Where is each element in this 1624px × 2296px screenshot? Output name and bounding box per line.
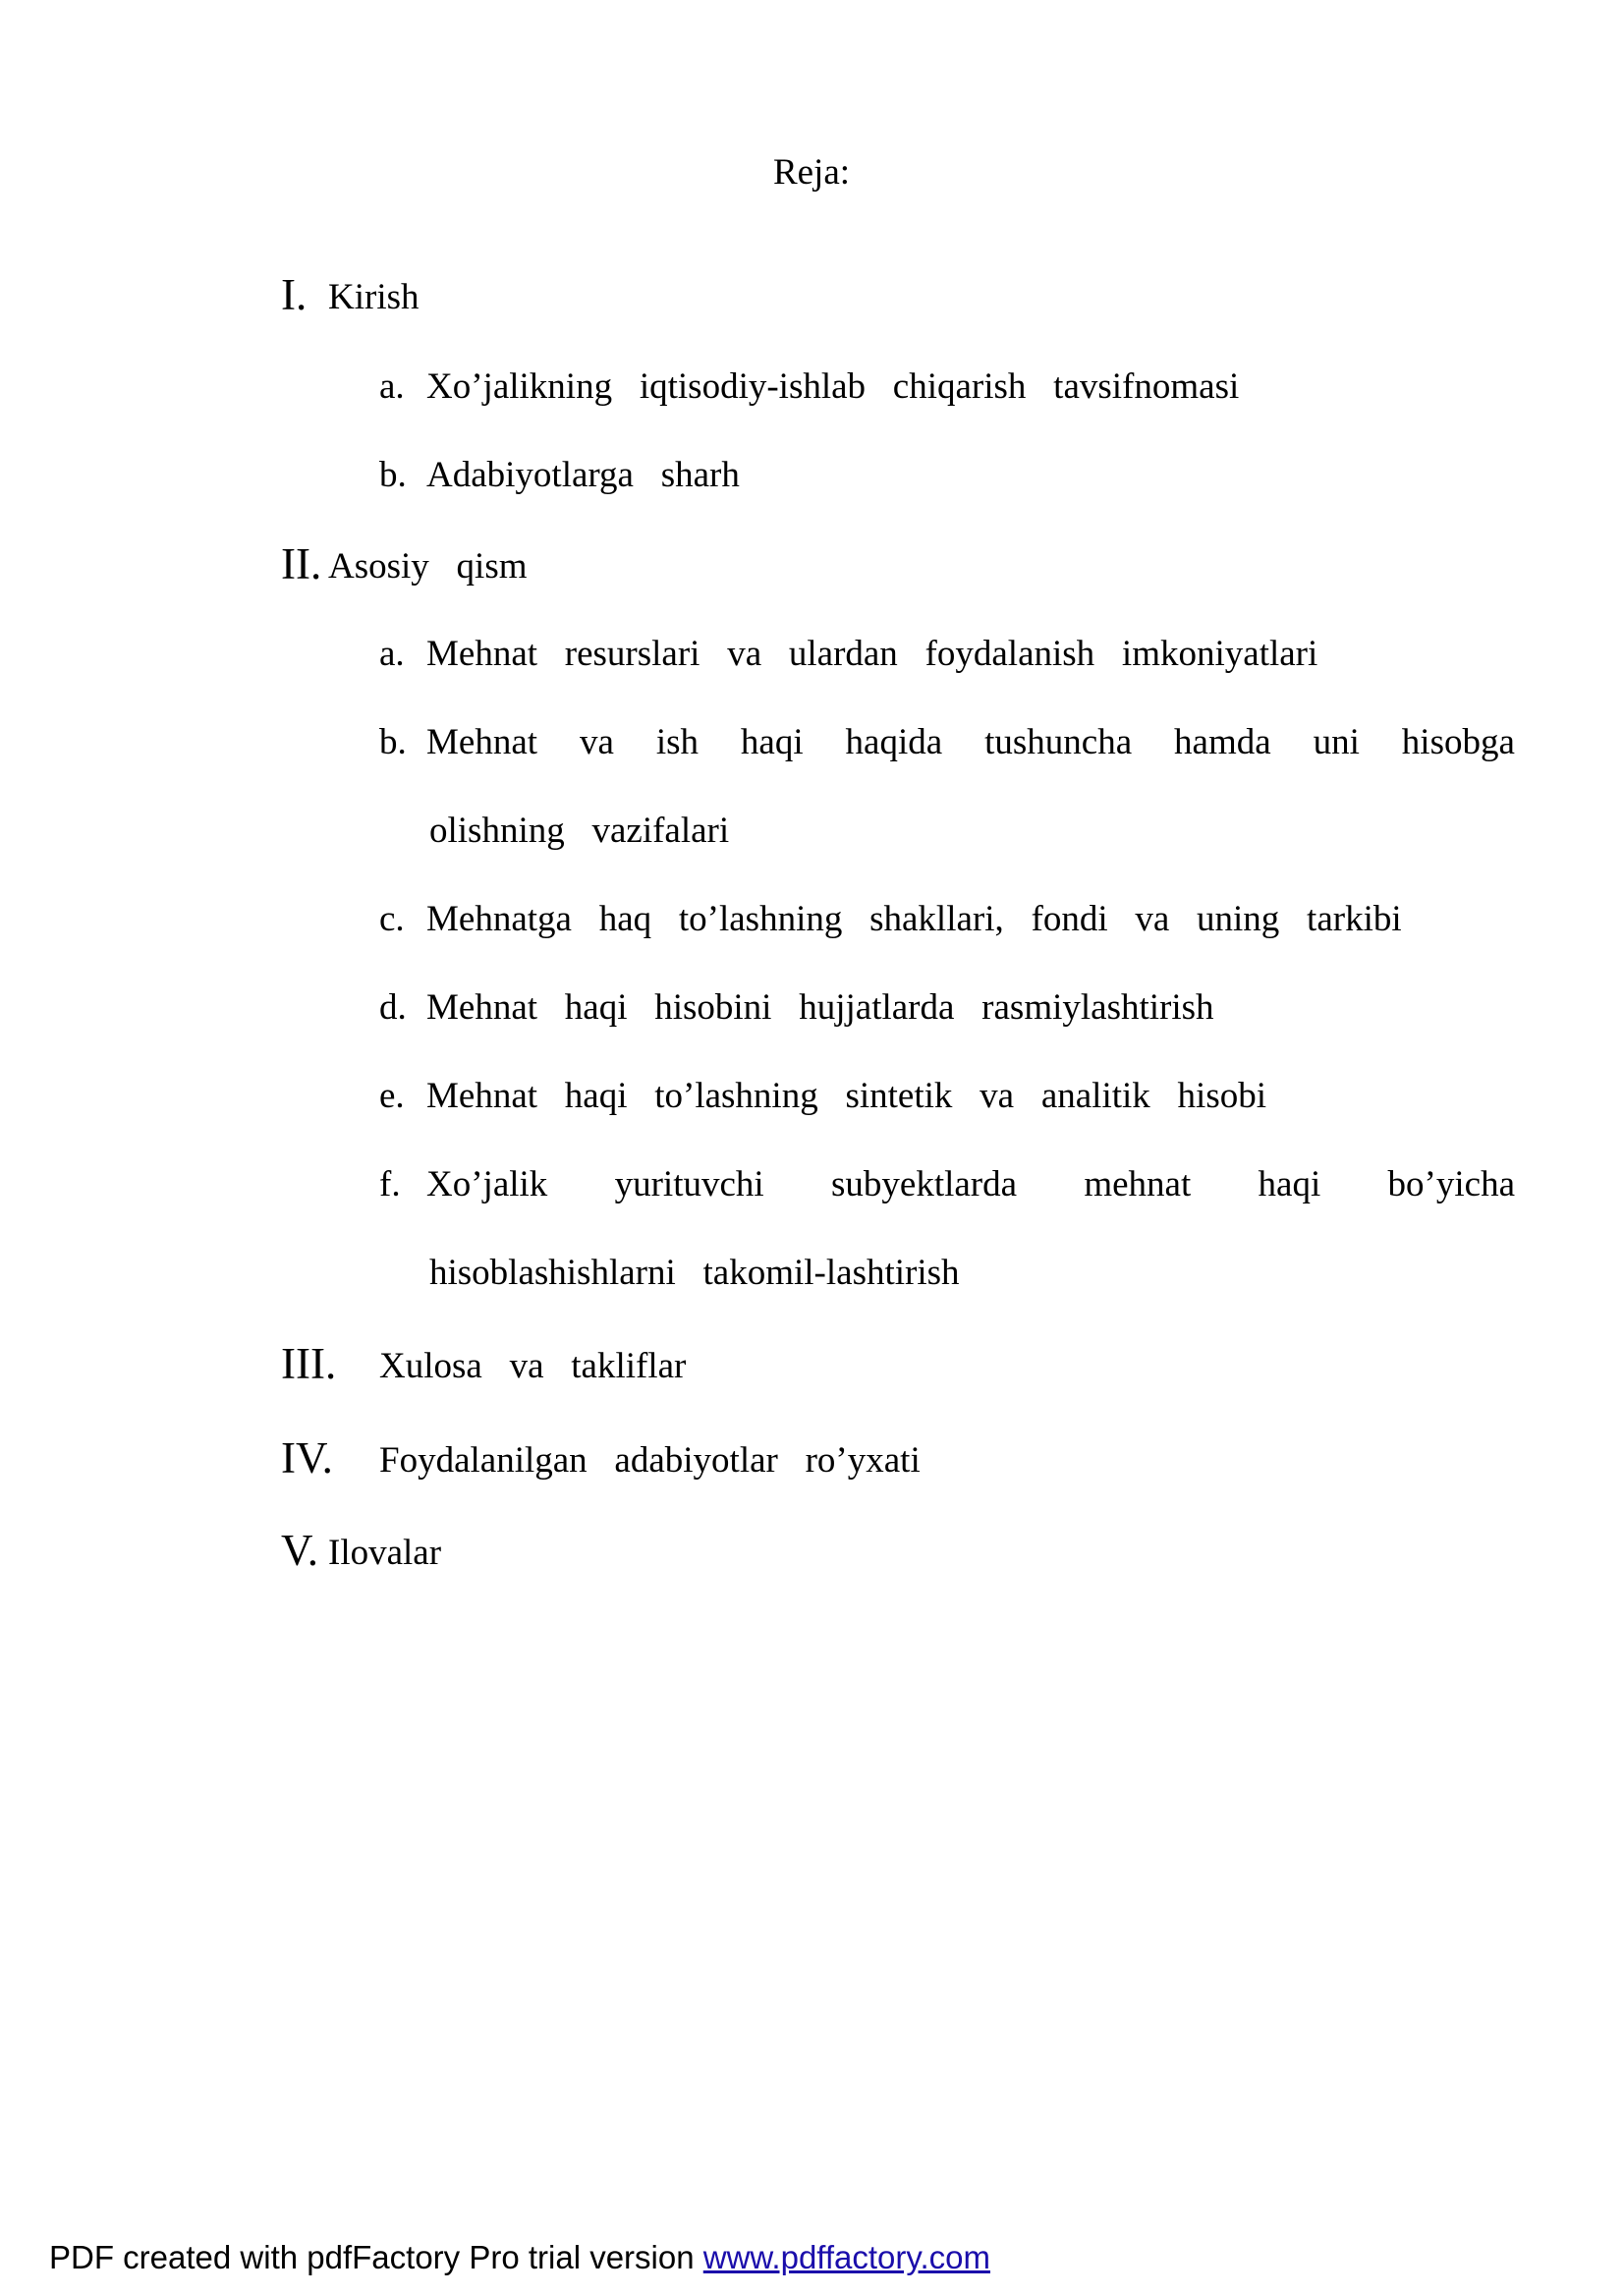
subitem-justified-line xyxy=(426,719,1515,766)
section-3-numeral: III. xyxy=(281,1339,337,1388)
subitem-letter: a. xyxy=(379,634,405,674)
subitem-text: Mehnat haqi hisobini hujjatlarda rasmiylashtirish xyxy=(426,987,1214,1028)
word: hamda xyxy=(1174,722,1271,762)
section-1-title: Kirish xyxy=(328,277,420,317)
subitem-text: Mehnat haqi to’lashning sintetik va analitik hisobi xyxy=(426,1076,1266,1116)
footer-link[interactable]: www.pdffactory.com xyxy=(702,2239,990,2275)
section-2-title: Asosiy qism xyxy=(328,546,528,587)
word: Mehnat xyxy=(426,722,538,762)
word: haqi xyxy=(740,722,804,762)
word: Xo’jalik xyxy=(426,1164,548,1204)
section-4-numeral: IV. xyxy=(281,1433,333,1483)
subitem-continuation: hisoblashishlarni takomil-lashtirish xyxy=(429,1253,960,1293)
subitem-letter: c. xyxy=(379,899,405,939)
section-2-numeral: II. xyxy=(281,539,322,588)
word: bo’yicha xyxy=(1387,1164,1515,1204)
section-3-title: Xulosa va takliflar xyxy=(379,1346,687,1386)
subitem-text: Mehnatga haq to’lashning shakllari, fondi va uning tarkibi xyxy=(426,899,1402,939)
word: va xyxy=(579,722,614,762)
word: haqi xyxy=(1258,1164,1321,1204)
word: tushuncha xyxy=(984,722,1133,762)
word: haqida xyxy=(845,722,943,762)
word: mehnat xyxy=(1084,1164,1192,1204)
section-5-title: Ilovalar xyxy=(328,1533,442,1573)
word: subyektlarda xyxy=(831,1164,1018,1204)
section-4-title: Foydalanilgan adabiyotlar ro’yxati xyxy=(379,1440,921,1481)
word: yurituvchi xyxy=(614,1164,764,1204)
subitem-letter: d. xyxy=(379,987,407,1028)
footer-text: PDF created with pdfFactory Pro trial version xyxy=(49,2239,703,2275)
subitem-letter: e. xyxy=(379,1076,405,1116)
subitem-letter: b. xyxy=(379,722,407,762)
word: ish xyxy=(655,722,699,762)
word: uni xyxy=(1313,722,1360,762)
subitem-text: Xo’jalikning iqtisodiy-ishlab chiqarish tavsifnomasi xyxy=(426,366,1240,407)
subitem-continuation: olishning vazifalari xyxy=(429,811,730,851)
subitem-letter: a. xyxy=(379,366,405,407)
subitem-letter: f. xyxy=(379,1164,401,1204)
subitem-text: Adabiyotlarga sharh xyxy=(426,455,740,495)
word: hisobga xyxy=(1401,722,1515,762)
subitem-justified-line xyxy=(426,1161,1515,1208)
subitem-letter: b. xyxy=(379,455,407,495)
subitem-text: Mehnat resurslari va ulardan foydalanish imkoniyatlari xyxy=(426,634,1318,674)
pdf-footer xyxy=(49,2238,990,2277)
section-1-numeral: I. xyxy=(281,270,308,319)
page-title: Reja: xyxy=(772,152,851,193)
section-5-numeral: V. xyxy=(281,1526,318,1575)
